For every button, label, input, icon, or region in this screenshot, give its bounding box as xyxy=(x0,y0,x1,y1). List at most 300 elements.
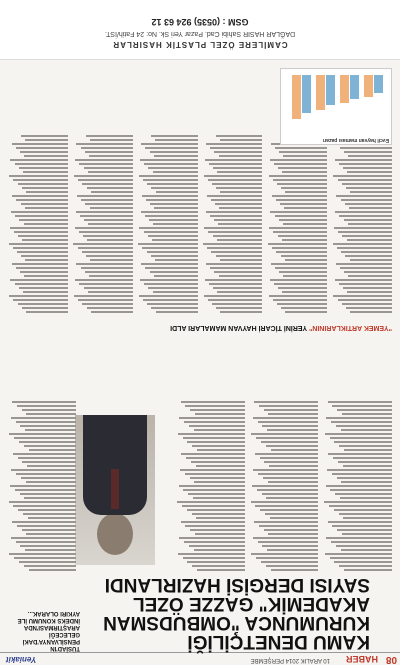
text-line xyxy=(12,521,76,524)
text-line xyxy=(252,485,318,488)
text-line xyxy=(143,299,197,302)
text-line xyxy=(13,453,77,456)
text-line xyxy=(260,509,318,512)
text-line xyxy=(19,287,68,290)
text-line xyxy=(139,175,198,178)
text-line xyxy=(14,437,76,440)
text-line xyxy=(334,509,392,512)
text-column xyxy=(250,335,319,573)
text-line xyxy=(273,179,327,182)
text-line xyxy=(251,501,319,504)
text-line xyxy=(324,501,392,504)
text-line xyxy=(187,509,245,512)
text-line xyxy=(80,215,133,218)
text-line xyxy=(264,461,318,464)
text-line xyxy=(84,287,133,290)
text-line xyxy=(145,215,198,218)
text-line xyxy=(285,259,327,262)
text-line xyxy=(74,175,133,178)
text-line xyxy=(210,267,262,270)
text-line xyxy=(15,489,77,492)
text-line xyxy=(332,525,392,528)
text-line xyxy=(85,203,132,206)
text-line xyxy=(27,413,77,416)
text-line xyxy=(147,251,198,254)
text-line xyxy=(269,413,319,416)
text-line xyxy=(25,429,76,432)
text-line xyxy=(217,291,262,294)
text-line xyxy=(15,283,68,286)
text-line xyxy=(267,429,318,432)
text-line xyxy=(181,401,245,404)
text-line xyxy=(336,425,392,428)
text-line xyxy=(85,151,133,154)
text-line xyxy=(178,433,245,436)
text-line xyxy=(284,207,327,210)
text-line xyxy=(339,565,392,568)
text-line xyxy=(22,187,68,190)
text-line xyxy=(209,283,262,286)
text-line xyxy=(266,445,319,448)
text-line xyxy=(269,533,319,536)
text-line xyxy=(183,557,245,560)
text-line xyxy=(88,223,132,226)
text-line xyxy=(75,159,132,162)
text-line xyxy=(204,175,263,178)
text-line xyxy=(21,135,68,138)
text-line xyxy=(74,295,133,298)
text-line xyxy=(143,179,197,182)
text-line xyxy=(195,413,245,416)
text-line xyxy=(29,569,77,572)
text-line xyxy=(338,179,392,182)
text-line xyxy=(139,295,198,298)
text-line xyxy=(273,231,327,234)
text-line xyxy=(140,159,197,162)
text-line xyxy=(258,473,318,476)
text-line xyxy=(270,517,319,520)
text-line xyxy=(141,143,197,146)
text-line xyxy=(150,151,198,154)
text-line xyxy=(16,147,68,150)
brand-logo: Yeniakit xyxy=(6,655,37,664)
text-line xyxy=(339,283,392,286)
text-line xyxy=(328,521,392,524)
text-line xyxy=(345,255,392,258)
text-line xyxy=(19,561,77,564)
text-line xyxy=(24,275,68,278)
page-number: 08 xyxy=(385,654,397,665)
text-line xyxy=(257,489,319,492)
text-line xyxy=(144,163,197,166)
text-line xyxy=(215,203,262,206)
text-line xyxy=(279,271,327,274)
text-line xyxy=(25,259,67,262)
text-line xyxy=(341,199,392,202)
text-line xyxy=(141,211,198,214)
text-line xyxy=(216,135,263,138)
ad-address: DAĞLAR HASIR Sahibi Cad. Pazar Yeri Sk. No: 24 Fatih/İST. xyxy=(104,30,296,37)
text-line xyxy=(340,267,392,270)
text-line xyxy=(18,183,68,186)
text-column xyxy=(8,335,77,573)
text-line xyxy=(12,143,68,146)
text-line xyxy=(344,569,392,572)
text-line xyxy=(193,497,245,500)
text-line xyxy=(90,207,133,210)
text-line xyxy=(184,421,245,424)
text-line xyxy=(278,235,328,238)
text-line xyxy=(139,227,197,230)
text-line xyxy=(347,239,392,242)
text-line xyxy=(209,163,262,166)
text-line xyxy=(20,493,77,496)
text-line xyxy=(341,549,392,552)
text-line xyxy=(206,143,262,146)
text-line xyxy=(336,263,392,266)
text-line xyxy=(155,139,197,142)
text-line xyxy=(16,421,77,424)
text-line xyxy=(254,401,318,404)
text-line xyxy=(149,219,197,222)
text-line xyxy=(11,211,68,214)
text-line xyxy=(207,195,263,198)
text-line xyxy=(77,195,133,198)
text-line xyxy=(191,461,245,464)
text-line xyxy=(11,417,77,420)
text-line xyxy=(15,215,68,218)
text-line xyxy=(204,227,262,230)
text-line xyxy=(275,215,328,218)
text-line xyxy=(148,287,197,290)
text-line xyxy=(333,243,392,246)
text-line xyxy=(81,147,133,150)
text-line xyxy=(325,553,392,556)
text-line xyxy=(142,247,197,250)
text-line xyxy=(347,291,392,294)
text-line xyxy=(147,303,197,306)
text-line xyxy=(156,191,198,194)
text-line xyxy=(23,171,68,174)
text-line xyxy=(266,497,318,500)
text-line xyxy=(342,533,392,536)
text-line xyxy=(328,453,392,456)
text-line xyxy=(12,401,76,404)
text-line xyxy=(348,223,392,226)
text-line xyxy=(253,469,318,472)
text-line xyxy=(145,147,197,150)
text-line xyxy=(9,243,68,246)
text-line xyxy=(325,433,392,436)
text-line xyxy=(343,167,392,170)
text-line xyxy=(24,565,77,568)
text-line xyxy=(16,473,76,476)
text-line xyxy=(255,505,318,508)
text-line xyxy=(179,417,245,420)
text-line xyxy=(348,275,392,278)
text-line xyxy=(24,223,68,226)
text-line xyxy=(262,493,319,496)
text-column xyxy=(324,335,393,573)
text-line xyxy=(9,501,77,504)
text-line xyxy=(216,255,263,258)
text-line xyxy=(208,179,262,182)
text-line xyxy=(333,175,392,178)
text-line xyxy=(272,195,328,198)
text-line xyxy=(334,561,392,564)
text-line xyxy=(81,267,133,270)
text-line xyxy=(192,513,245,516)
text-line xyxy=(337,529,392,532)
text-line xyxy=(332,405,392,408)
page-header xyxy=(0,652,400,665)
text-line xyxy=(278,167,327,170)
text-line xyxy=(19,167,68,170)
text-line xyxy=(339,445,392,448)
text-line xyxy=(79,163,132,166)
text-line xyxy=(10,159,67,162)
text-line xyxy=(22,409,77,412)
text-line xyxy=(268,481,319,484)
text-line xyxy=(90,139,132,142)
text-line xyxy=(282,291,327,294)
text-line xyxy=(346,187,392,190)
text-line xyxy=(277,183,327,186)
text-line xyxy=(153,291,198,294)
text-line xyxy=(13,247,68,250)
text-line xyxy=(76,211,133,214)
text-line xyxy=(79,231,133,234)
text-column xyxy=(177,335,246,573)
text-line xyxy=(281,187,327,190)
text-line xyxy=(29,449,77,452)
chart-title: Evcil hayvan maması pazarı xyxy=(322,137,389,143)
text-line xyxy=(177,501,245,504)
text-line xyxy=(9,433,76,436)
text-line xyxy=(20,545,76,548)
text-line xyxy=(217,171,262,174)
text-line xyxy=(73,243,132,246)
text-line xyxy=(279,151,327,154)
text-line xyxy=(284,155,328,158)
text-line xyxy=(151,307,197,310)
text-line xyxy=(14,231,68,234)
market-chart xyxy=(280,68,392,145)
text-line xyxy=(216,307,262,310)
text-line xyxy=(20,151,68,154)
text-line xyxy=(343,287,392,290)
text-line xyxy=(259,525,319,528)
text-line xyxy=(210,147,262,150)
text-line xyxy=(16,267,68,270)
text-line xyxy=(27,465,76,468)
text-line xyxy=(282,239,327,242)
text-line xyxy=(342,303,392,306)
text-line xyxy=(18,235,68,238)
text-line xyxy=(212,183,262,186)
text-line xyxy=(79,283,132,286)
photo-column-spacer xyxy=(82,335,172,573)
text-line xyxy=(209,231,263,234)
text-line xyxy=(83,235,133,238)
text-line xyxy=(28,517,77,520)
text-line xyxy=(220,311,262,314)
date: 10 ARALIK 2014 PERŞEMBE xyxy=(250,657,330,663)
text-line xyxy=(258,421,319,424)
text-line xyxy=(76,143,132,146)
text-line xyxy=(346,307,392,310)
text-line xyxy=(220,259,262,262)
text-line xyxy=(275,147,327,150)
text-line xyxy=(197,569,245,572)
text-line xyxy=(271,449,319,452)
text-line xyxy=(197,449,245,452)
text-line xyxy=(21,477,76,480)
text-line xyxy=(24,445,77,448)
text-line xyxy=(256,557,318,560)
text-line xyxy=(254,521,318,524)
text-line xyxy=(333,457,392,460)
text-line xyxy=(75,227,133,230)
second-headline xyxy=(8,323,392,331)
text-line xyxy=(350,191,392,194)
text-line xyxy=(78,179,132,182)
text-line xyxy=(268,243,327,246)
text-line xyxy=(219,275,263,278)
text-line xyxy=(281,307,327,310)
text-line xyxy=(205,159,262,162)
text-line xyxy=(264,409,319,412)
text-line xyxy=(20,425,76,428)
text-line xyxy=(18,457,77,460)
text-line xyxy=(259,405,319,408)
text-line xyxy=(150,203,197,206)
text-line xyxy=(187,441,245,444)
text-line xyxy=(261,441,319,444)
text-line xyxy=(78,247,133,250)
text-line xyxy=(272,247,327,250)
text-line xyxy=(76,263,132,266)
text-line xyxy=(150,271,198,274)
text-line xyxy=(269,465,318,468)
text-line xyxy=(343,465,392,468)
text-line xyxy=(155,259,197,262)
text-column xyxy=(8,65,68,315)
chart-bar xyxy=(302,75,311,113)
text-line xyxy=(151,255,198,258)
text-line xyxy=(9,295,68,298)
text-line xyxy=(340,147,392,150)
text-line xyxy=(213,235,263,238)
text-line xyxy=(86,135,133,138)
text-line xyxy=(82,183,132,186)
text-line xyxy=(269,227,327,230)
text-line xyxy=(181,521,245,524)
text-line xyxy=(343,517,392,520)
chart-bar xyxy=(374,75,383,93)
text-line xyxy=(349,207,392,210)
text-line xyxy=(12,263,68,266)
text-line xyxy=(90,259,132,262)
text-line xyxy=(26,481,77,484)
text-line xyxy=(17,525,77,528)
text-line xyxy=(262,545,318,548)
text-line xyxy=(75,279,132,282)
text-line xyxy=(277,303,327,306)
text-line xyxy=(180,469,245,472)
text-line xyxy=(285,311,327,314)
text-line xyxy=(336,545,392,548)
text-line xyxy=(219,207,262,210)
text-line xyxy=(279,219,327,222)
text-line xyxy=(196,517,245,520)
text-line xyxy=(344,271,392,274)
text-line xyxy=(269,295,328,298)
article-columns-top xyxy=(8,335,392,573)
text-line xyxy=(18,303,68,306)
text-line xyxy=(271,263,327,266)
text-line xyxy=(24,497,76,500)
text-line xyxy=(260,457,319,460)
chart-bar xyxy=(316,75,325,110)
text-line xyxy=(345,203,392,206)
text-line xyxy=(10,485,76,488)
text-line xyxy=(285,191,327,194)
text-line xyxy=(192,565,245,568)
text-line xyxy=(255,453,319,456)
text-line xyxy=(26,191,68,194)
text-line xyxy=(13,179,67,182)
chart-bar xyxy=(350,75,359,99)
text-line xyxy=(88,171,133,174)
text-line xyxy=(335,211,392,214)
text-line xyxy=(178,553,245,556)
text-line xyxy=(144,283,197,286)
text-line xyxy=(326,417,392,420)
text-line xyxy=(330,437,392,440)
text-line xyxy=(264,529,319,532)
text-line xyxy=(263,477,318,480)
text-line xyxy=(212,251,263,254)
text-line xyxy=(267,549,318,552)
text-line xyxy=(22,307,68,310)
text-line xyxy=(210,215,263,218)
text-line xyxy=(335,279,392,282)
text-line xyxy=(148,235,198,238)
text-line xyxy=(15,163,68,166)
text-line xyxy=(253,417,319,420)
text-line xyxy=(88,291,133,294)
text-line xyxy=(262,425,318,428)
text-line xyxy=(140,279,197,282)
text-line xyxy=(184,541,245,544)
text-line xyxy=(12,195,68,198)
text-line xyxy=(25,207,68,210)
text-line xyxy=(151,187,197,190)
text-line xyxy=(194,429,245,432)
text-line xyxy=(337,409,392,412)
text-line xyxy=(196,465,245,468)
text-line xyxy=(339,513,392,516)
section-label: HABER xyxy=(345,654,378,664)
text-line xyxy=(82,251,133,254)
text-line xyxy=(344,151,392,154)
ad-phone: GSM : (0535) 924 63 12 xyxy=(151,17,249,27)
text-line xyxy=(23,513,76,516)
text-line xyxy=(265,513,318,516)
text-line xyxy=(341,429,392,432)
text-line xyxy=(192,445,245,448)
